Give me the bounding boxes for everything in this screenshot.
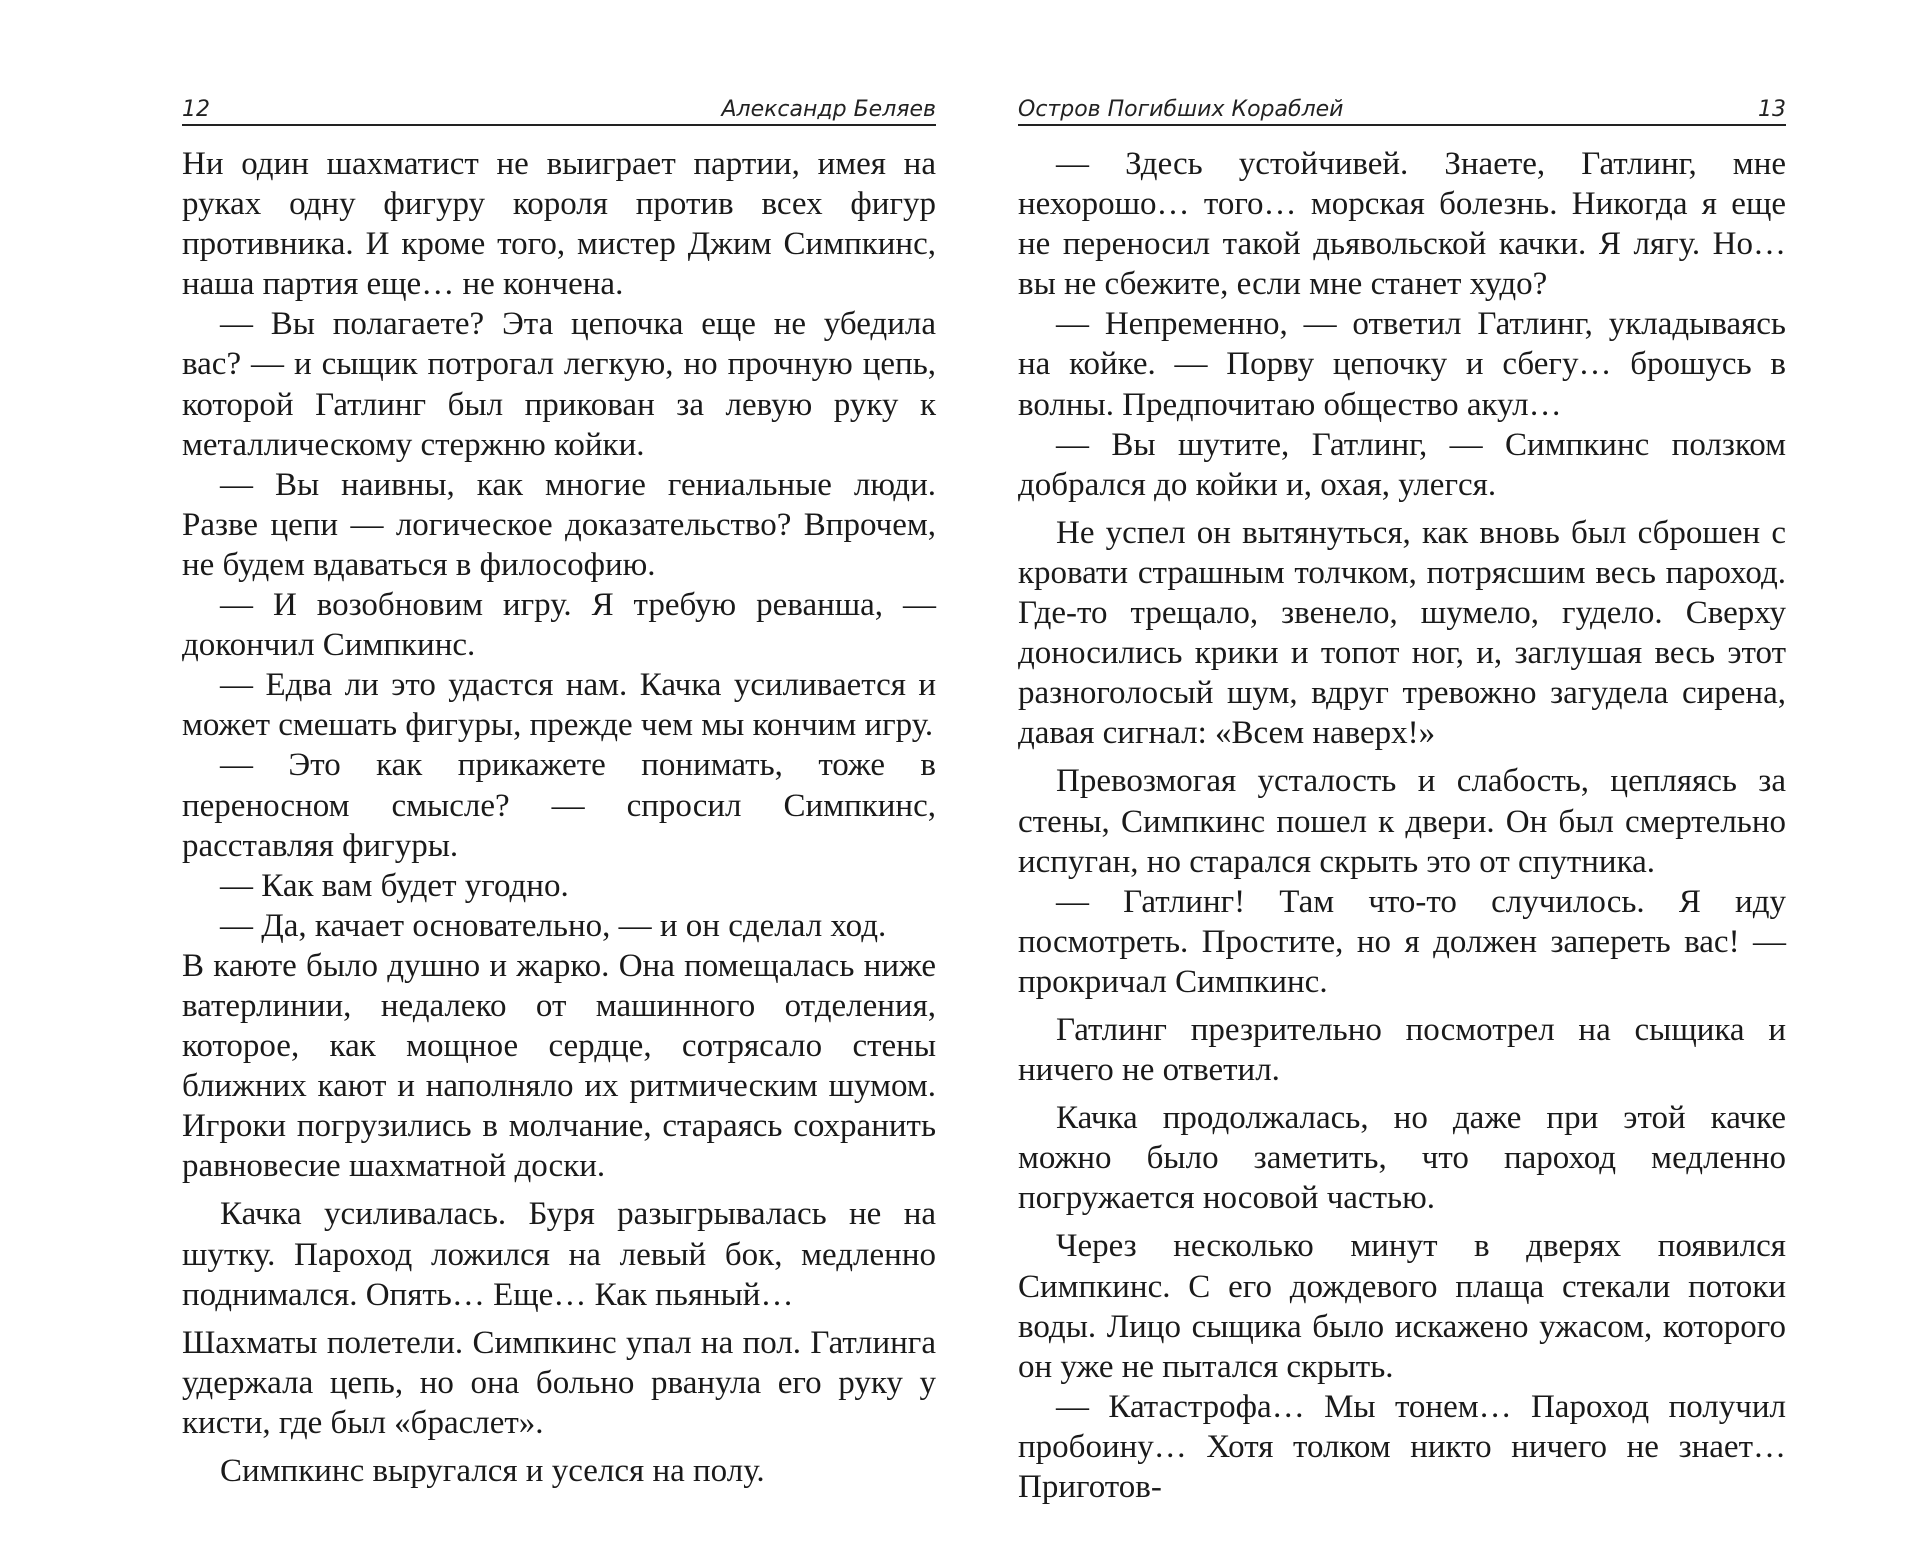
paragraph: — Вы наивны, как многие гениальные люди. Разве цепи — логическое доказательство? Впрочем, не будем вдаваться в философию. — [182, 466, 936, 583]
paragraph: Шахматы полетели. Симпкинс упал на пол. Гатлинга удержала цепь, но она больно рванула его руку у кисти, где был «браслет». — [182, 1324, 936, 1441]
left-page — [182, 84, 936, 1491]
left-running-head — [182, 84, 936, 126]
right-body-text — [1018, 144, 1786, 1507]
right-page-number: 13 — [1758, 97, 1786, 122]
paragraph: Не успел он вытянуться, как вновь был сброшен с кровати страшным толчком, потрясшим весь пароход. Где-то трещало, звенело, шумело, гудело. Сверху доносились крики и топот ног, и, заглушая весь этот разноголосый шум, вдруг тревожно загудела сирена, давая сигнал: «Всем наверх!» — [1018, 514, 1786, 752]
paragraph: — Да, качает основательно, — и он сделал ход. — [220, 907, 887, 944]
paragraph: Превозмогая усталость и слабость, цепляясь за стены, Симпкинс пошел к двери. Он был смертельно испуган, но старался скрыть это от спутника. — [1018, 763, 1786, 880]
paragraph: — Вы полагаете? Эта цепочка еще не убедила вас? — и сыщик потрогал легкую, но прочную цепь, которой Гатлинг был прикован за левую руку к металлическому стержню койки. — [182, 306, 936, 463]
paragraph: — Это как прикажете понимать, тоже в переносном смысле? — спросил Симпкинс, расставляя фигуры. — [182, 747, 936, 864]
paragraph: — Здесь устойчивей. Знаете, Гатлинг, мне нехорошо… того… морская болезнь. Никогда я еще не переносил такой дьявольской качки. Я лягу. Но… вы не сбежите, если мне станет худо? — [1018, 146, 1786, 303]
left-author-title: Александр Беляев — [721, 97, 936, 122]
paragraph: — Катастрофа… Мы тонем… Пароход получил пробоину… Хотя толком никто ничего не знает… Приготов- — [1018, 1388, 1786, 1505]
paragraph: — Как вам будет угодно. — [220, 867, 569, 904]
paragraph: — И возобновим игру. Я требую реванша, — докончил Симпкинс. — [182, 587, 936, 664]
paragraph: — Гатлинг! Там что-то случилось. Я иду посмотреть. Простите, но я должен запереть вас! — прокричал Симпкинс. — [1018, 883, 1786, 1000]
paragraph: — Непременно, — ответил Гатлинг, укладываясь на койке. — Порву цепочку и сбегу… брошусь в волны. Предпочитаю общество акул… — [1018, 306, 1786, 423]
paragraph: Через несколько минут в дверях появился Симпкинс. С его дождевого плаща стекали потоки воды. Лицо сыщика было искажено ужасом, которого он уже не пытался скрыть. — [1018, 1228, 1786, 1385]
paragraph: Качка усиливалась. Буря разыгрывалась не на шутку. Пароход ложился на левый бок, медленно поднимался. Опять… Еще… Как пьяный… — [182, 1196, 936, 1313]
left-page-number: 12 — [182, 97, 210, 122]
paragraph: Ни один шахматист не выиграет партии, имея на руках одну фигуру короля против всех фигур противника. И кроме того, мистер Джим Симпкинс, наша партия еще… не кончена. — [182, 146, 936, 303]
left-body-text — [182, 144, 936, 1491]
right-page — [1018, 84, 1786, 1507]
right-running-head — [1018, 84, 1786, 126]
paragraph: — Едва ли это удастся нам. Качка усиливается и может смешать фигуры, прежде чем мы кончим игру. — [182, 667, 936, 744]
paragraph: Качка продолжалась, но даже при этой качке можно было заметить, что пароход медленно погружается носовой частью. — [1018, 1100, 1786, 1217]
paragraph: Симпкинс выругался и уселся на полу. — [220, 1453, 765, 1489]
paragraph: Гатлинг презрительно посмотрел на сыщика и ничего не ответил. — [1018, 1011, 1786, 1089]
paragraph: — Вы шутите, Гатлинг, — Симпкинс ползком добрался до койки и, охая, улегся. — [1018, 426, 1786, 503]
right-book-title: Остров Погибших Кораблей — [1018, 97, 1344, 122]
paragraph: В каюте было душно и жарко. Она помещалась ниже ватерлинии, недалеко от машинного отделения, которое, как мощное сердце, сотрясало стены ближних кают и наполняло их ритмическим шумом. Игроки погрузились в молчание, стараясь сохранить равновесие шахматной доски. — [182, 947, 936, 1185]
